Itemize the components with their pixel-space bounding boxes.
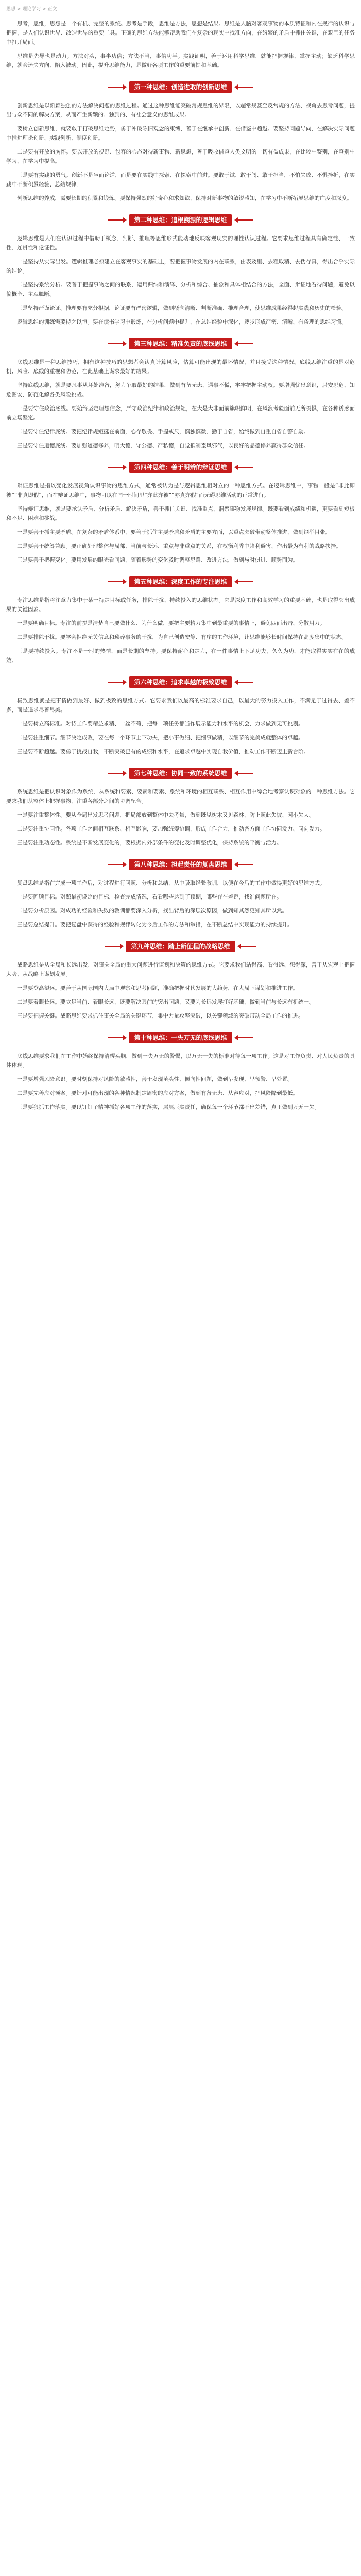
section-paragraph: 三是要善于把握变化。要用发展的眼光看问题，随着形势的变化及时调整思路、改进方法，做到与时俱进、顺势而为。 bbox=[17, 557, 298, 563]
section bbox=[6, 214, 355, 327]
section-paragraph: 极致思维就是把事情做到最好、做到极致的思维方式。它要求我们以最高的标准要求自己，以最大的努力投入工作，不满足于过得去、差不多，而是追求尽善尽美。 bbox=[6, 698, 355, 713]
section-paragraph: 三是坚持严谨论证。推理要有充分根据，论证要有严密逻辑，做到概念清晰、判断准确、推理合理，使思维成果经得起实践和历史的检验。 bbox=[17, 305, 347, 311]
intro-paragraph: 思维是先导也是动力。方法对头，事半功倍；方法不当，事倍功半。实践证明，善于运用科学思维，就能把握规律、掌握主动；缺乏科学思维，就会迷失方向、陷入被动。因此，提升思维能力，是做好各项工作的重要前提和基础。 bbox=[6, 53, 355, 69]
section-header bbox=[6, 81, 355, 93]
section bbox=[6, 768, 355, 848]
section-header bbox=[6, 338, 355, 349]
section-paragraph: 三是要总结提升。要把复盘中获得的经验和规律转化为今后工作的方法和举措，在不断总结中实现能力的持续提升。 bbox=[17, 922, 293, 928]
section-paragraph: 逻辑思维的训练需要持之以恒。要在读书学习中锻炼，在分析问题中提升，在总结经验中深化，逐步形成严密、清晰、有条理的思维习惯。 bbox=[17, 319, 347, 325]
section-paragraph: 辩证思维是指以变化发展视角认识事物的思维方式，通常被认为是与逻辑思维相对立的一种思维方式。在逻辑思维中，事物一般是“非此即彼”“非真即假”，而在辩证思维中，事物可以在同一时间里“亦此亦彼”“亦真亦假”而无碍思维活动的正常进行。 bbox=[6, 483, 355, 498]
breadcrumb: 思想 > 理论学习 > 正文 bbox=[6, 7, 57, 12]
section bbox=[6, 1032, 355, 1112]
section-paragraph: 二是要注重协同性。各项工作之间相互联系、相互影响，要加强统筹协调，形成工作合力，推动各方面工作协同发力、同向发力。 bbox=[17, 826, 325, 832]
section-header bbox=[6, 462, 355, 473]
section bbox=[6, 576, 355, 665]
section-paragraph: 复盘思维是指在完成一项工作后，对过程进行回顾、分析和总结，从中吸取经验教训，以便在今后的工作中做得更好的思维方式。 bbox=[17, 880, 325, 886]
section-paragraph: 底线思维要求我们在工作中始终保持清醒头脑，做到一失万无的警惕，以万无一失的标准对待每一项工作。这是对工作负责、对人民负责的具体体现。 bbox=[6, 1053, 355, 1069]
section-paragraph: 专注思维是指将注意力集中于某一特定目标或任务，排除干扰、持续投入的思维状态。它是深度工作和高效学习的重要基础，也是取得突出成果的关键因素。 bbox=[6, 597, 355, 613]
intro-block bbox=[6, 19, 355, 70]
section-header bbox=[6, 859, 355, 870]
section-paragraph: 三是要有实践的勇气。创新不是坐而论道，而是要在实践中探索、在探索中前进。要敢于试、敢于闯、敢于担当，不怕失败、不惧挫折，在实践中不断积累经验、总结规律。 bbox=[6, 172, 355, 188]
section-paragraph: 二是要分析原因。对成功的经验和失败的教训都要深入分析，找出背后的深层次原因，做到知其然更知其所以然。 bbox=[17, 908, 287, 914]
banner-right-ornament bbox=[235, 682, 253, 683]
banner-left-ornament bbox=[108, 682, 126, 683]
banner-right-ornament bbox=[235, 864, 253, 865]
banner-left-ornament bbox=[108, 219, 126, 221]
section bbox=[6, 338, 355, 450]
banner-right-ornament bbox=[235, 87, 253, 88]
banner-right-ornament bbox=[235, 467, 253, 468]
section-paragraph: 一是要明确目标。专注的前提是清楚自己要做什么、为什么做，要把主要精力集中到最重要的事情上，避免四面出击、分散用力。 bbox=[17, 620, 325, 626]
section-title-banner: 第五种思维：深度工作的专注思维 bbox=[129, 576, 232, 587]
section-paragraph: 创新思维是以新颖独创的方法解决问题的思维过程。通过这种思维能突破常规思维的界限，以超常规甚至反常规的方法、视角去思考问题，提出与众不同的解决方案，从而产生新颖的、独到的、有社会意义的思维成果。 bbox=[6, 103, 355, 118]
section bbox=[6, 676, 355, 756]
intro-paragraph: 思考，思维，思想是一个有机、完整的系统。思考是手段，思维是方法，思想是结果。思维是人脑对客观事物的本质特征和内在规律的认识与把握，是人们认识世界、改造世界的重要工具。正确的思维方法能够帮助我们在复杂的现实中找准方向，在纷繁的矛盾中抓住关键，在艰巨的任务中打开局面。 bbox=[6, 21, 355, 45]
section-paragraph: 三是要持续投入。专注不是一时的热情，而是长期的坚持。要保持耐心和定力，在一件事情上下足功夫，久久为功，才能取得实实在在的成效。 bbox=[6, 648, 355, 664]
section-paragraph: 一是要注重整体性。要从全局出发思考问题，把局部放到整体中去考量，做到既见树木又见森林，防止顾此失彼、因小失大。 bbox=[17, 812, 315, 818]
section-title-banner: 第九种思维：踏上新征程的战略思维 bbox=[126, 941, 235, 952]
section-paragraph: 创新思维的养成，需要长期的积累和锻炼。要保持强烈的好奇心和求知欲，保持对新事物的敏锐感知，在学习中不断拓展思维的广度和深度。 bbox=[17, 195, 352, 201]
section-header bbox=[6, 768, 355, 779]
section-paragraph: 底线思维是一种思维技巧，拥有这种技巧的思想者会认真计算风险，估算可能出现的最坏情况，并且接受这种情况。底线思维注重的是对危机、风险、底线的重视和防范，在此基础上谋求最好的结果。 bbox=[6, 359, 355, 375]
banner-left-ornament bbox=[108, 581, 126, 582]
section-paragraph: 一是要树立高标准。对待工作要精益求精、一丝不苟，把每一项任务都当作展示能力和水平的机会，力求做到无可挑剔。 bbox=[17, 721, 304, 727]
section-paragraph: 三是要守住道德底线。要加强道德修养，明大德、守公德、严私德，自觉抵制歪风邪气，以良好的品德修养赢得群众信任。 bbox=[17, 443, 309, 449]
section-paragraph: 二是要善于统筹兼顾。要正确处理整体与局部、当前与长远、重点与非重点的关系，在权衡利弊中趋利避害、作出最为有利的战略抉择。 bbox=[17, 543, 341, 549]
section-paragraph: 一是要回顾目标。对照最初设定的目标，检查完成情况，看看哪些达到了预期，哪些存在差距，找准问题所在。 bbox=[17, 894, 282, 900]
banner-right-ornament bbox=[235, 1037, 253, 1038]
section-paragraph: 二是要守住纪律底线。要把纪律规矩挺在前面，心存敬畏、手握戒尺，慎独慎微、勤于自省，始终做到自重自省自警自励。 bbox=[17, 429, 309, 435]
section-title-banner: 第六种思维：追求卓越的极致思维 bbox=[129, 676, 232, 688]
section-paragraph: 二是坚持系统分析。要善于把握事物之间的联系，运用归纳和演绎、分析和综合、抽象和具体相结合的方法，全面、辩证地看待问题，避免以偏概全、主观臆断。 bbox=[6, 282, 355, 297]
section-paragraph: 一是坚持从实际出发。逻辑推理必须建立在客观事实的基础上，要把握事物发展的内在联系，由表及里、去粗取精、去伪存真，得出合乎实际的结论。 bbox=[6, 259, 355, 274]
section-title-banner: 第十种思维：一失万无的底线思维 bbox=[129, 1032, 232, 1043]
section-paragraph: 一是要登高望远。要善于从国际国内大局中观察和思考问题，准确把握时代发展的大趋势，在大局下谋划和推进工作。 bbox=[17, 985, 298, 991]
section-paragraph: 逻辑思维是人们在认识过程中借助于概念、判断、推理等思维形式能动地反映客观现实的理性认识过程。它要求思维过程具有确定性、一致性、连贯性和论证性。 bbox=[6, 235, 355, 251]
section-paragraph: 二是要着眼长远。要立足当前、着眼长远，既要解决眼前的突出问题，又要为长远发展打好基础，做到当前与长远有机统一。 bbox=[17, 999, 315, 1005]
section-title-banner: 第三种思维：精准负责的底线思维 bbox=[129, 338, 232, 349]
banner-right-ornament bbox=[235, 581, 253, 582]
banner-left-ornament bbox=[105, 946, 123, 947]
section bbox=[6, 859, 355, 929]
banner-left-ornament bbox=[108, 864, 126, 865]
section-paragraph: 坚持辩证思维，就是要承认矛盾、分析矛盾、解决矛盾，善于抓住关键、找准重点，洞察事物发展规律。既要看到成绩和机遇，更要看到短板和不足、困难和挑战。 bbox=[6, 506, 355, 521]
section bbox=[6, 462, 355, 565]
banner-left-ornament bbox=[108, 1037, 126, 1038]
sections-container bbox=[6, 81, 355, 1112]
section bbox=[6, 941, 355, 1021]
banner-right-ornament bbox=[235, 343, 253, 344]
banner-left-ornament bbox=[108, 87, 126, 88]
section-paragraph: 三是要不断超越。要勇于挑战自我，不断突破已有的成绩和水平，在追求卓越中实现自我价值，推动工作不断迈上新台阶。 bbox=[17, 749, 309, 755]
section bbox=[6, 81, 355, 203]
section-paragraph: 要树立创新思维，就要敢于打破思维定势，勇于冲破陈旧观念的束缚，善于在继承中创新、在借鉴中超越。要坚持问题导向，在解决实际问题中推进理论创新、实践创新、制度创新。 bbox=[6, 126, 355, 141]
section-header bbox=[6, 576, 355, 587]
banner-right-ornament bbox=[238, 946, 256, 947]
section-paragraph: 二是要排除干扰。要学会拒绝无关信息和琐碎事务的干扰，为自己创造安静、有序的工作环境，让思维能够长时间保持在高度集中的状态。 bbox=[17, 634, 347, 640]
banner-right-ornament bbox=[235, 219, 253, 221]
section-header bbox=[6, 941, 355, 952]
banner-left-ornament bbox=[108, 343, 126, 344]
section-paragraph: 坚持底线思维，就是要凡事从坏处准备，努力争取最好的结果，做到有备无患、遇事不慌，牢牢把握主动权。要增强忧患意识，居安思危、知危图安，防范化解各类风险挑战。 bbox=[6, 382, 355, 398]
banner-right-ornament bbox=[235, 773, 253, 774]
section-title-banner: 第四种思维：善于明辨的辩证思维 bbox=[129, 462, 232, 473]
section-paragraph: 三是要注重动态性。系统是不断发展变化的，要根据内外部条件的变化及时调整优化，保持系统的平衡与活力。 bbox=[17, 840, 282, 846]
section-title-banner: 第八种思维：担起责任的复盘思维 bbox=[129, 859, 232, 870]
section-header bbox=[6, 214, 355, 226]
section-header bbox=[6, 676, 355, 688]
section-header bbox=[6, 1032, 355, 1043]
section-paragraph: 一是要守住政治底线。要始终坚定理想信念，严守政治纪律和政治规矩，在大是大非面前旗帜鲜明，在风浪考验面前无所畏惧，在各种诱惑面前立场坚定。 bbox=[6, 405, 355, 421]
section-title-banner: 第二种思维：追根溯源的逻辑思维 bbox=[129, 214, 232, 226]
section-paragraph: 一是要善于抓主要矛盾。在复杂的矛盾体系中，要善于抓住主要矛盾和矛盾的主要方面，以重点突破带动整体推进，做到纲举目张。 bbox=[17, 529, 331, 535]
section-title-banner: 第一种思维：创造进取的创新思维 bbox=[129, 81, 232, 93]
section-paragraph: 一是要增强风险意识。要时刻保持对风险的敏感性，善于发现苗头性、倾向性问题，做到早发现、早预警、早处置。 bbox=[17, 1076, 293, 1082]
section-paragraph: 二是要完善应对预案。要针对可能出现的各种情况制定周密的应对方案，做到有备无患、从容应对，把风险降到最低。 bbox=[17, 1090, 298, 1096]
section-paragraph: 战略思维是从全局和长远出发，对事关全局的重大问题进行谋划和决策的思维方式。它要求我们站得高、看得远、想得深，善于从宏观上把握大势、从战略上谋划发展。 bbox=[6, 962, 355, 977]
banner-left-ornament bbox=[108, 467, 126, 468]
section-paragraph: 二是要有开放的胸怀。要以开放的视野、包容的心态对待新事物、新思想，善于吸收借鉴人类文明的一切有益成果，在比较中鉴别，在鉴别中学习，在学习中提高。 bbox=[6, 149, 355, 164]
section-paragraph: 二是要注重细节。细节决定成败，要在每一个环节上下功夫，把小事做细、把细事做精，以细节的完美成就整体的卓越。 bbox=[17, 735, 304, 741]
banner-left-ornament bbox=[108, 773, 126, 774]
section-paragraph: 三是要狠抓工作落实。要以钉钉子精神抓好各项工作的落实，层层压实责任，确保每一个环节都不出差错，真正做到万无一失。 bbox=[17, 1104, 320, 1110]
section-title-banner: 第七种思维：协同一致的系统思维 bbox=[129, 768, 232, 779]
section-paragraph: 三是要把握关键。战略思维要求抓住事关全局的关键环节，集中力量攻坚突破，以关键领域的突破带动全局工作的推进。 bbox=[17, 1013, 304, 1019]
section-paragraph: 系统思维是把认识对象作为系统，从系统和要素、要素和要素、系统和环境的相互联系、相互作用中综合地考察认识对象的一种思维方法。它要求我们从整体上把握事物，注重各部分之间的协调配合。 bbox=[6, 789, 355, 804]
